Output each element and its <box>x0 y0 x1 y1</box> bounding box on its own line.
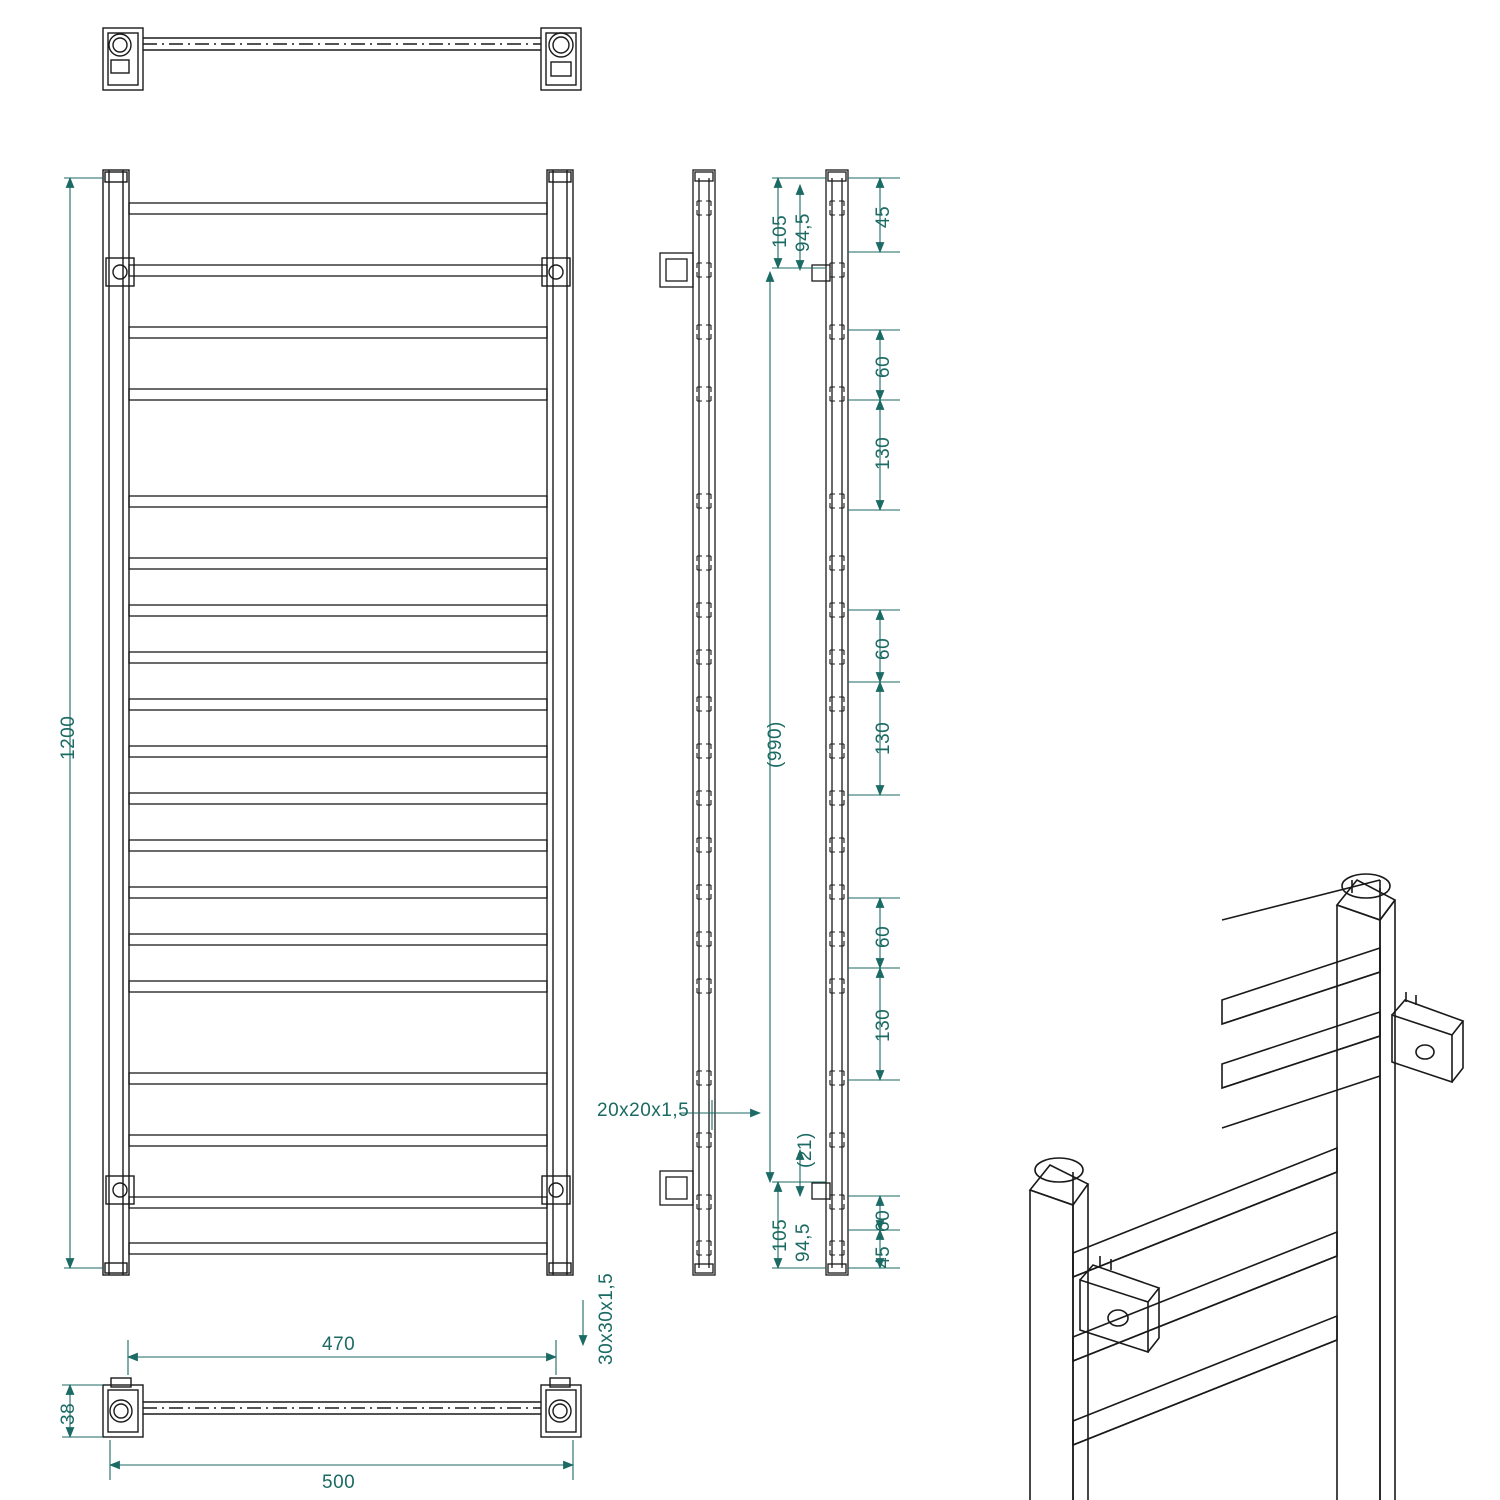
dim-1200-label: 1200 <box>58 715 79 760</box>
dim-945-bottom-label: 94,5 <box>793 1223 814 1262</box>
dim-470-label: 470 <box>322 1334 356 1355</box>
dim-945-top-label: 94,5 <box>793 213 814 252</box>
isometric-detail-view <box>1030 874 1463 1500</box>
dim-60-a-label: 60 <box>873 355 894 378</box>
front-view <box>103 170 573 1275</box>
dim-30x30-label: 30x30x1,5 <box>596 1272 617 1365</box>
dim-60-d-label: 60 <box>873 1209 894 1232</box>
dimension-lines <box>62 178 900 1480</box>
dim-45-top-label: 45 <box>873 205 894 228</box>
dim-130-c-label: 130 <box>873 1008 894 1042</box>
dim-105-top-label: 105 <box>770 214 791 248</box>
dim-21-label: (21) <box>795 1132 816 1168</box>
dim-130-b-label: 130 <box>873 721 894 755</box>
dim-105-bottom-label: 105 <box>770 1218 791 1252</box>
dim-20x20-label: 20x20x1,5 <box>597 1100 690 1121</box>
dim-60-c-label: 60 <box>873 925 894 948</box>
dim-130-a-label: 130 <box>873 436 894 470</box>
top-view <box>103 28 581 90</box>
bottom-view <box>103 1378 581 1437</box>
front-view-bars <box>129 203 547 1254</box>
dim-45-bottom-label: 45 <box>873 1245 894 1268</box>
dim-60-b-label: 60 <box>873 637 894 660</box>
dim-38-label: 38 <box>58 1402 79 1425</box>
dim-990-label: (990) <box>765 721 786 768</box>
dim-500-label: 500 <box>322 1472 356 1493</box>
